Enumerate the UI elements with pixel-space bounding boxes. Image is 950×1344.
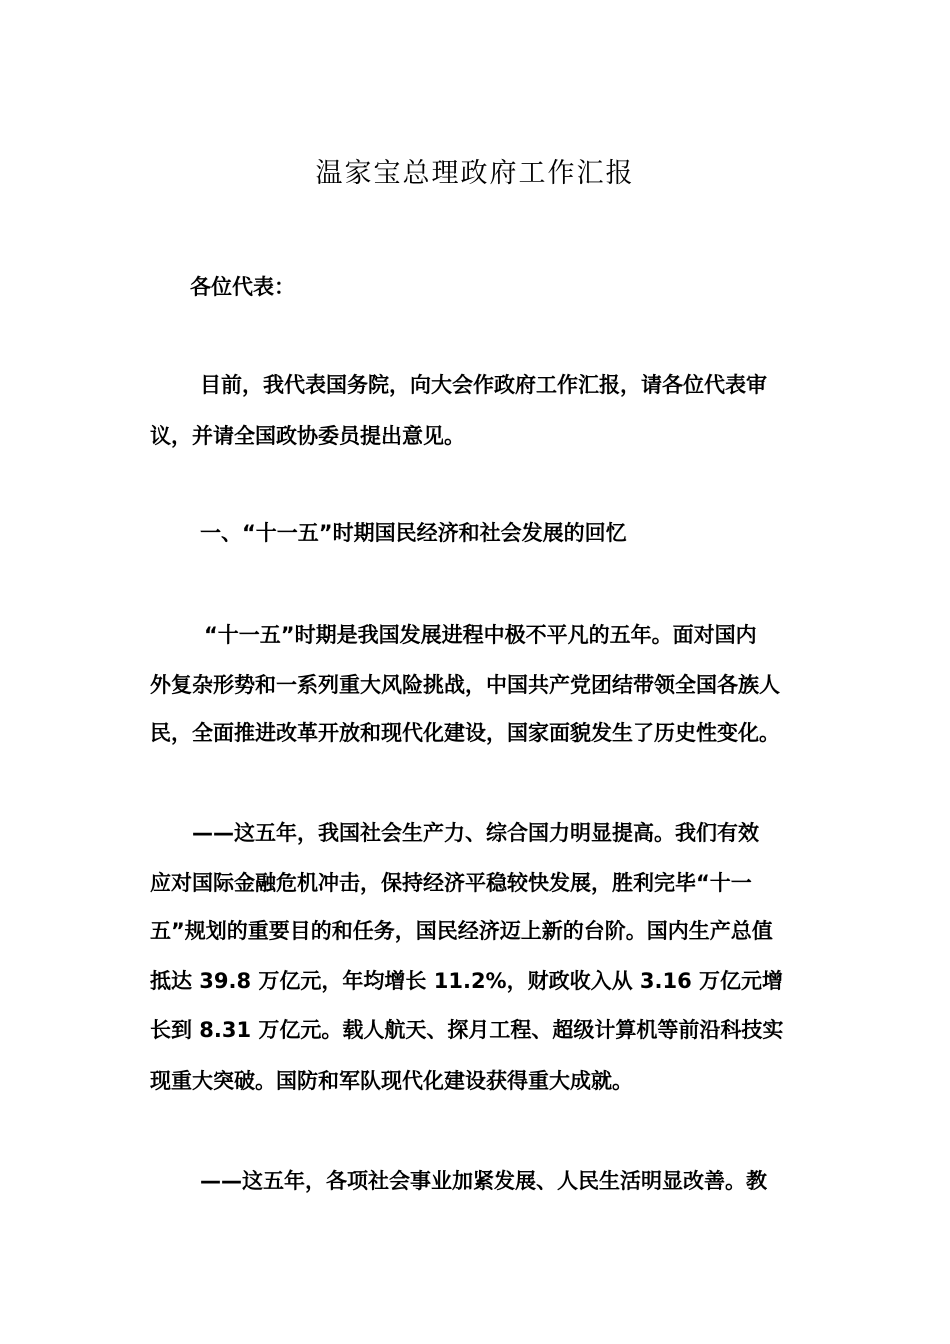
salutation: 各位代表：	[190, 275, 295, 299]
text-line: 应对国际金融危机冲击，保持经济平稳较快发展，胜利完毕“十一	[150, 871, 752, 895]
text-line: 议，并请全国政协委员提出意见。	[150, 424, 465, 448]
section-heading: 一、“十一五”时期国民经济和社会发展的回忆	[200, 521, 627, 545]
text-line: 外复杂形势和一系列重大风险挑战，中国共产党团结带领全国各族人	[150, 673, 780, 697]
text-line: 五”规划的重要目的和任务，国民经济迈上新的台阶。国内生产总值	[150, 919, 773, 943]
text-line: 抵达 39.8 万亿元，年均增长 11.2%，财政收入从 3.16 万亿元增	[150, 969, 784, 993]
text-line: 长到 8.31 万亿元。载人航天、探月工程、超级计算机等前沿科技实	[150, 1018, 784, 1042]
text-line: 目前，我代表国务院，向大会作政府工作汇报，请各位代表审	[200, 373, 767, 397]
text-line: ——这五年，我国社会生产力、综合国力明显提高。我们有效	[192, 821, 759, 845]
text-line: 现重大突破。国防和军队现代化建设获得重大成就。	[150, 1069, 633, 1093]
text-line: 民，全面推进改革开放和现代化建设，国家面貌发生了历史性变化。	[150, 721, 780, 745]
document-title: 温家宝总理政府工作汇报	[315, 158, 635, 189]
text-line: “十一五”时期是我国发展进程中极不平凡的五年。面对国内	[204, 623, 757, 647]
text-line: ——这五年，各项社会事业加紧发展、人民生活明显改善。教	[200, 1169, 767, 1193]
